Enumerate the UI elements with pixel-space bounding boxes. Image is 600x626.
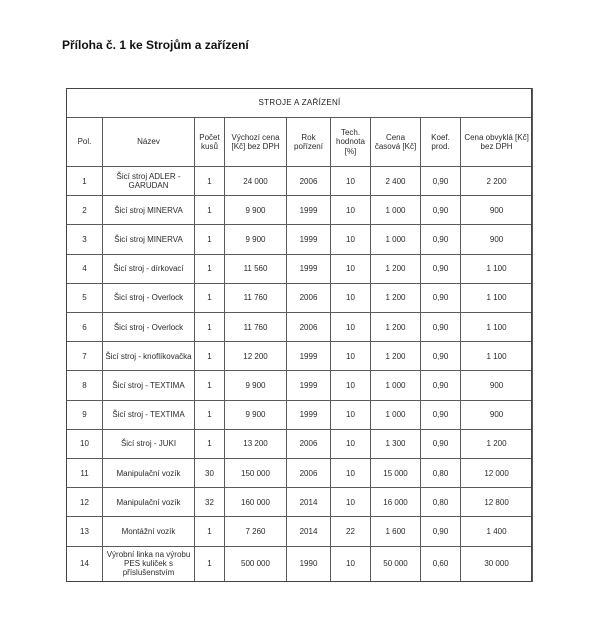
- cell-tech-hodnota: 22: [331, 517, 371, 546]
- cell-vychozi-cena: 9 900: [225, 400, 287, 429]
- cell-rok-porizeni: 1999: [287, 400, 331, 429]
- cell-vychozi-cena: 9 900: [225, 196, 287, 225]
- cell-koef-prod: 0,90: [421, 283, 461, 312]
- cell-koef-prod: 0,90: [421, 400, 461, 429]
- cell-cena-casova: 1 200: [371, 342, 421, 371]
- table-row: [67, 371, 533, 400]
- cell-vychozi-cena: 12 200: [225, 342, 287, 371]
- cell-koef-prod: 0,90: [421, 313, 461, 342]
- cell-tech-hodnota: 10: [331, 429, 371, 458]
- cell-vychozi-cena: 9 900: [225, 371, 287, 400]
- cell-koef-prod: 0,80: [421, 488, 461, 517]
- cell-cena-obvykla: 900: [461, 400, 533, 429]
- cell-pol: 11: [67, 459, 103, 488]
- cell-nazev: Šicí stroj - TEXTIMA: [103, 400, 195, 429]
- table-row: [67, 546, 533, 581]
- table-body: [67, 167, 533, 582]
- cell-vychozi-cena: 160 000: [225, 488, 287, 517]
- cell-pocet-kusu: 1: [195, 254, 225, 283]
- cell-tech-hodnota: 10: [331, 313, 371, 342]
- cell-pol: 4: [67, 254, 103, 283]
- table-row: [67, 167, 533, 196]
- cell-pol: 5: [67, 283, 103, 312]
- cell-nazev: Výrobní linka na výrobu PES kuliček s příslušenstvím: [103, 546, 195, 581]
- cell-koef-prod: 0,90: [421, 196, 461, 225]
- cell-nazev: Šicí stroj ADLER - GARUDAN: [103, 167, 195, 196]
- table-row: [67, 488, 533, 517]
- cell-pocet-kusu: 1: [195, 196, 225, 225]
- cell-cena-casova: 16 000: [371, 488, 421, 517]
- cell-nazev: Manipulační vozík: [103, 488, 195, 517]
- cell-vychozi-cena: 13 200: [225, 429, 287, 458]
- table-row: [67, 254, 533, 283]
- cell-pocet-kusu: 1: [195, 283, 225, 312]
- header-cena-casova: Cena časová [Kč]: [371, 118, 421, 167]
- cell-tech-hodnota: 10: [331, 371, 371, 400]
- cell-pocet-kusu: 1: [195, 517, 225, 546]
- cell-pol: 10: [67, 429, 103, 458]
- cell-tech-hodnota: 10: [331, 225, 371, 254]
- cell-cena-obvykla: 1 100: [461, 283, 533, 312]
- cell-nazev: Šicí stroj - TEXTIMA: [103, 371, 195, 400]
- cell-pocet-kusu: 1: [195, 342, 225, 371]
- cell-cena-obvykla: 900: [461, 371, 533, 400]
- cell-pol: 14: [67, 546, 103, 581]
- cell-rok-porizeni: 2006: [287, 459, 331, 488]
- cell-tech-hodnota: 10: [331, 459, 371, 488]
- cell-vychozi-cena: 7 260: [225, 517, 287, 546]
- cell-cena-obvykla: 1 100: [461, 342, 533, 371]
- cell-nazev: Šicí stroj - knoflíkovačka: [103, 342, 195, 371]
- cell-cena-obvykla: 900: [461, 196, 533, 225]
- cell-nazev: Šicí stroj MINERVA: [103, 196, 195, 225]
- cell-pol: 1: [67, 167, 103, 196]
- cell-cena-casova: 1 000: [371, 371, 421, 400]
- cell-cena-casova: 1 000: [371, 196, 421, 225]
- cell-cena-casova: 1 200: [371, 283, 421, 312]
- cell-rok-porizeni: 2006: [287, 283, 331, 312]
- cell-pol: 8: [67, 371, 103, 400]
- cell-cena-obvykla: 1 100: [461, 313, 533, 342]
- cell-rok-porizeni: 2006: [287, 313, 331, 342]
- cell-tech-hodnota: 10: [331, 254, 371, 283]
- cell-cena-casova: 1 000: [371, 400, 421, 429]
- table-title: STROJE A ZAŘÍZENÍ: [67, 89, 533, 118]
- table-row: [67, 225, 533, 254]
- cell-tech-hodnota: 10: [331, 488, 371, 517]
- table-row: [67, 196, 533, 225]
- cell-pocet-kusu: 1: [195, 371, 225, 400]
- header-rok-porizeni: Rok pořízení: [287, 118, 331, 167]
- cell-cena-obvykla: 12 000: [461, 459, 533, 488]
- cell-nazev: Manipulační vozík: [103, 459, 195, 488]
- cell-rok-porizeni: 2006: [287, 167, 331, 196]
- cell-koef-prod: 0,90: [421, 517, 461, 546]
- cell-pol: 12: [67, 488, 103, 517]
- cell-pol: 3: [67, 225, 103, 254]
- cell-tech-hodnota: 10: [331, 342, 371, 371]
- cell-rok-porizeni: 1999: [287, 254, 331, 283]
- header-nazev: Název: [103, 118, 195, 167]
- cell-rok-porizeni: 2014: [287, 517, 331, 546]
- cell-koef-prod: 0,90: [421, 167, 461, 196]
- cell-cena-casova: 1 200: [371, 313, 421, 342]
- cell-vychozi-cena: 150 000: [225, 459, 287, 488]
- cell-cena-casova: 1 200: [371, 254, 421, 283]
- header-koef-prod: Koef. prod.: [421, 118, 461, 167]
- cell-tech-hodnota: 10: [331, 546, 371, 581]
- cell-cena-casova: 15 000: [371, 459, 421, 488]
- cell-koef-prod: 0,90: [421, 429, 461, 458]
- cell-pol: 9: [67, 400, 103, 429]
- machines-table: [66, 88, 533, 582]
- cell-pocet-kusu: 1: [195, 546, 225, 581]
- cell-cena-obvykla: 1 100: [461, 254, 533, 283]
- cell-nazev: Šicí stroj - JUKI: [103, 429, 195, 458]
- cell-nazev: Šicí stroj MINERVA: [103, 225, 195, 254]
- cell-rok-porizeni: 2006: [287, 429, 331, 458]
- cell-cena-obvykla: 900: [461, 225, 533, 254]
- cell-vychozi-cena: 500 000: [225, 546, 287, 581]
- cell-cena-casova: 1 600: [371, 517, 421, 546]
- table-row: [67, 283, 533, 312]
- cell-vychozi-cena: 11 760: [225, 313, 287, 342]
- cell-pol: 7: [67, 342, 103, 371]
- cell-koef-prod: 0,90: [421, 225, 461, 254]
- header-cena-obvykla: Cena obvyklá [Kč] bez DPH: [461, 118, 533, 167]
- cell-tech-hodnota: 10: [331, 400, 371, 429]
- cell-cena-obvykla: 12 800: [461, 488, 533, 517]
- cell-nazev: Montážní vozík: [103, 517, 195, 546]
- cell-pocet-kusu: 1: [195, 400, 225, 429]
- cell-pol: 6: [67, 313, 103, 342]
- cell-cena-casova: 1 300: [371, 429, 421, 458]
- cell-pocet-kusu: 30: [195, 459, 225, 488]
- cell-rok-porizeni: 1999: [287, 196, 331, 225]
- table-row: [67, 313, 533, 342]
- cell-pocet-kusu: 1: [195, 167, 225, 196]
- cell-rok-porizeni: 1999: [287, 342, 331, 371]
- cell-rok-porizeni: 2014: [287, 488, 331, 517]
- header-row: [67, 118, 533, 167]
- cell-koef-prod: 0,80: [421, 459, 461, 488]
- header-vychozi-cena: Výchozí cena [Kč] bez DPH: [225, 118, 287, 167]
- cell-pol: 13: [67, 517, 103, 546]
- cell-vychozi-cena: 9 900: [225, 225, 287, 254]
- cell-tech-hodnota: 10: [331, 283, 371, 312]
- cell-nazev: Šicí stroj - Overlock: [103, 283, 195, 312]
- cell-cena-obvykla: 1 200: [461, 429, 533, 458]
- header-pol: Pol.: [67, 118, 103, 167]
- table-row: [67, 400, 533, 429]
- header-tech-hodnota: Tech. hodnota [%]: [331, 118, 371, 167]
- cell-nazev: Šicí stroj - dírkovací: [103, 254, 195, 283]
- cell-pocet-kusu: 32: [195, 488, 225, 517]
- cell-cena-obvykla: 2 200: [461, 167, 533, 196]
- cell-vychozi-cena: 11 560: [225, 254, 287, 283]
- cell-nazev: Šicí stroj - Overlock: [103, 313, 195, 342]
- page-heading: Příloha č. 1 ke Strojům a zařízení: [62, 38, 249, 52]
- cell-rok-porizeni: 1999: [287, 225, 331, 254]
- cell-vychozi-cena: 24 000: [225, 167, 287, 196]
- cell-cena-casova: 1 000: [371, 225, 421, 254]
- cell-koef-prod: 0,90: [421, 342, 461, 371]
- cell-koef-prod: 0,90: [421, 371, 461, 400]
- table-row: [67, 459, 533, 488]
- cell-pocet-kusu: 1: [195, 225, 225, 254]
- cell-pol: 2: [67, 196, 103, 225]
- cell-cena-obvykla: 1 400: [461, 517, 533, 546]
- cell-pocet-kusu: 1: [195, 313, 225, 342]
- cell-tech-hodnota: 10: [331, 167, 371, 196]
- cell-koef-prod: 0,60: [421, 546, 461, 581]
- header-pocet-kusu: Počet kusů: [195, 118, 225, 167]
- cell-cena-obvykla: 30 000: [461, 546, 533, 581]
- cell-pocet-kusu: 1: [195, 429, 225, 458]
- table-row: [67, 429, 533, 458]
- cell-tech-hodnota: 10: [331, 196, 371, 225]
- cell-koef-prod: 0,90: [421, 254, 461, 283]
- table-row: [67, 517, 533, 546]
- cell-rok-porizeni: 1999: [287, 371, 331, 400]
- cell-rok-porizeni: 1990: [287, 546, 331, 581]
- cell-cena-casova: 2 400: [371, 167, 421, 196]
- cell-vychozi-cena: 11 760: [225, 283, 287, 312]
- cell-cena-casova: 50 000: [371, 546, 421, 581]
- scanned-table-image: [66, 88, 532, 582]
- table-row: [67, 342, 533, 371]
